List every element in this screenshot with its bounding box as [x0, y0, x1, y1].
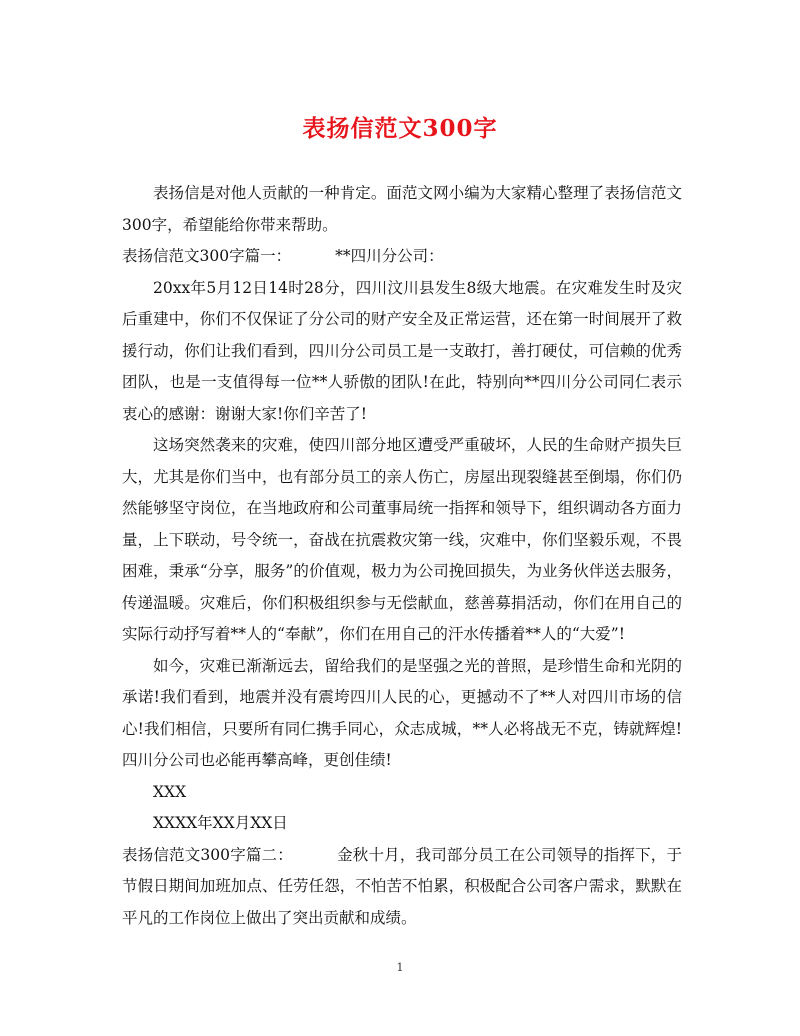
section1-heading: 表扬信范文300字篇一： — [122, 247, 292, 265]
section2-paragraph — [122, 840, 682, 935]
section1-heading-line — [122, 241, 682, 273]
section2-text: 金秋十月，我司部分员工在公司领导的指挥下，于节假日期间加班加点、任劳任怨，不怕苦不怕累，积极配合公司客户需求，默默在平凡的工作岗位上做出了突出贡献和成绩。 — [122, 845, 682, 927]
section1-recipient: **四川分公司： — [335, 247, 444, 265]
section1-paragraph-3: 如今，灾难已渐渐远去，留给我们的是坚强之光的普照，是珍惜生命和光阴的承诺!我们看到，地震并没有震垮四川人民的心，更撼动不了**人对四川市场的信心!我们相信，只要所有同仁携手同心，众志成城，**人必将战无不克，铸就辉煌!四川分公司也必能再攀高峰，更创佳绩! — [122, 656, 682, 769]
section1-signature: XXX — [153, 782, 187, 801]
section1-paragraph-2: 这场突然袭来的灾难，使四川部分地区遭受严重破坏，人民的生命财产损失巨大，尤其是你们当中，也有部分员工的亲人伤亡，房屋出现裂缝甚至倒塌，你们仍然能够坚守岗位，在当地政府和公司董事局统一指挥和领导下，组织调动各方面力量，上下联动，号令统一，奋战在抗震救灾第一线，灾难中，你们坚毅乐观，不畏困难，秉承“分享，服务”的价值观，极力为公司挽回损失，为业务伙伴送去服务，传递温暖。灾难后，你们积极组织参与无偿献血，慈善募捐活动，你们在用自己的实际行动抒写着**人的“奉献”，你们在用自己的汗水传播着**人的“大爱”! — [122, 436, 682, 643]
intro-paragraph: 表扬信是对他人贡献的一种肯定。面范文网小编为大家精心整理了表扬信范文300字，希望能给你带来帮助。 — [122, 184, 682, 234]
section1-date: XXXX年XX月XX日 — [153, 814, 288, 832]
document-body — [122, 178, 682, 934]
section2-heading: 表扬信范文300字篇二： — [122, 845, 293, 864]
document-title: 表扬信范文300字 — [302, 115, 498, 142]
page-number: 1 — [396, 961, 404, 974]
section1-paragraph-1: 20xx年5月12日14时28分，四川汶川县发生8级大地震。在灾难发生时及灾后重建中，你们不仅保证了分公司的财产安全及正常运营，还在第一时间展开了救援行动，你们让我们看到，四川分公司员工是一支敢打，善打硬仗，可信赖的优秀团队，也是一支值得每一位**人骄傲的团队!在此，特别向**四川分公司同仁表示衷心的感谢：谢谢大家!你们辛苦了! — [122, 278, 682, 423]
